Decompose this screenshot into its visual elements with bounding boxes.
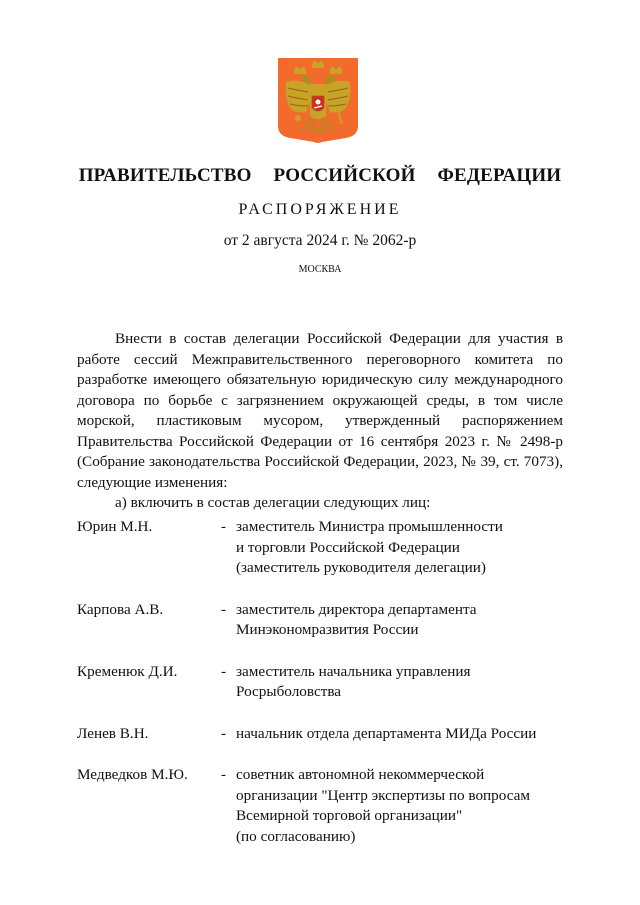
member-position-line: (заместитель руководителя делегации) — [236, 559, 486, 576]
member-position-line: Всемирной торговой организации" — [236, 807, 463, 824]
member-position — [236, 600, 563, 641]
member-name: Кременюк Д.И. — [77, 662, 178, 680]
member-name: Медведков М.Ю. — [77, 766, 188, 783]
member-position-line: заместитель директора департамента — [236, 600, 477, 618]
member-position — [236, 517, 563, 579]
member-dash: - — [221, 518, 227, 535]
member-position-line: Росрыболовства — [236, 683, 342, 700]
member-position-line: Минэкономразвития России — [236, 621, 419, 638]
document-type: РАСПОРЯЖЕНИЕ — [238, 201, 402, 218]
member-position-line: начальник отдела департамента МИДа России — [236, 724, 537, 742]
member-position — [236, 724, 563, 745]
member-dash: - — [221, 600, 227, 618]
member-position-line: заместитель начальника управления — [236, 662, 471, 680]
member-position-line: и торговли Российской Федерации — [236, 538, 460, 556]
document-date-number: от 2 августа 2024 г. № 2062-р — [223, 232, 417, 249]
member-row — [77, 765, 563, 847]
member-position-line: организации "Центр экспертизы по вопросам — [236, 786, 531, 804]
member-dash: - — [221, 766, 227, 783]
member-position-line: заместитель Министра промышленности — [236, 518, 503, 535]
member-name: Ленев В.Н. — [77, 724, 149, 742]
member-position-line: советник автономной некоммерческой — [236, 766, 485, 783]
member-name: Карпова А.В. — [77, 600, 164, 618]
member-row — [77, 517, 563, 579]
subitem-a: а) включить в состав делегации следующих лиц: — [115, 494, 431, 511]
member-position-line: (по согласованию) — [236, 827, 356, 845]
main-paragraph: Внести в состав делегации Российской Федерации для участия в работе сессий Межправительственного переговорного комитета по разработке имеющего обязательную юридическую силу международного договора по борьбе с загрязнением окружающей среды, в том числе морской, пластиковым мусором, утвержденный распоряжением Правительства Российской Федерации от 16 сентября 2023 г. № 2498-р (Собрание законодательства Российской Федерации, 2023, № 39, ст. 7073), следующие изменения: — [77, 330, 563, 491]
member-row — [77, 662, 563, 703]
member-dash: - — [221, 724, 227, 742]
members-list — [77, 517, 563, 868]
member-dash: - — [221, 662, 227, 680]
document-body — [77, 329, 563, 514]
coat-of-arms-emblem — [276, 56, 360, 144]
member-name: Юрин М.Н. — [77, 518, 153, 535]
member-row — [77, 600, 563, 641]
member-row — [77, 724, 563, 745]
document-city: МОСКВА — [298, 264, 342, 275]
member-position — [236, 662, 563, 703]
government-title: ПРАВИТЕЛЬСТВО РОССИЙСКОЙ ФЕДЕРАЦИИ — [78, 165, 562, 186]
member-position — [236, 765, 563, 847]
